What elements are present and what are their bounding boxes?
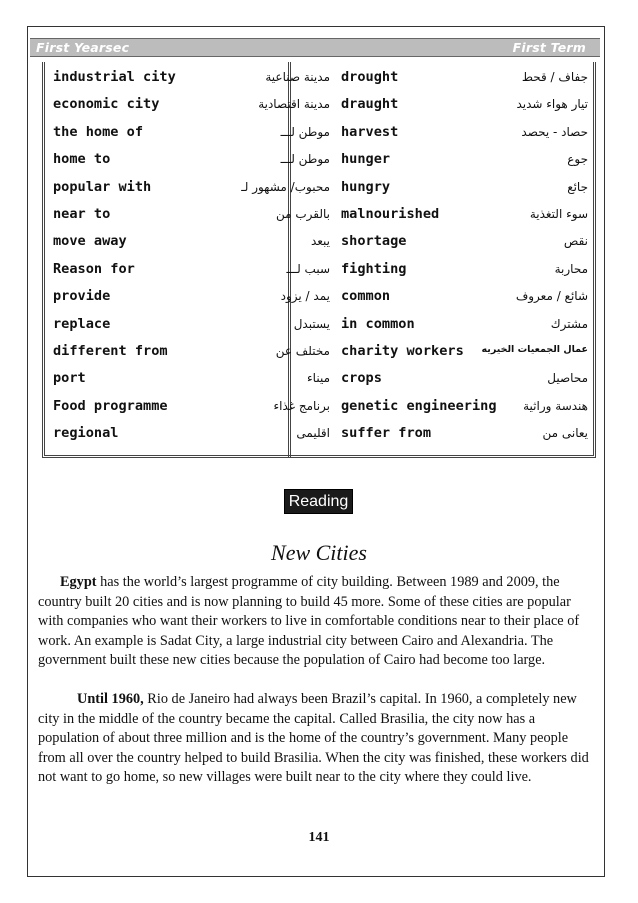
vocab-translation: جائع: [567, 180, 588, 194]
vocab-translation: جفاف / قحط: [521, 70, 588, 84]
vocab-term: genetic engineering: [341, 398, 497, 414]
paragraph-1: [38, 573, 596, 671]
vocab-term: Reason for: [53, 261, 135, 277]
article-title: New Cities: [271, 540, 367, 565]
paragraph-2-text: Rio de Janeiro had always been Brazil’s capital. In 1960, a completely new city in the middle of the country became the capital. Called Brasilia, the city now has a population of about three million and is the home of the country’s government. Many people from all over the country helped to build Brasilia. When the city was finished, these workers did not want to go home, so new villages were built near to the city where they could live.: [38, 691, 589, 786]
vocab-term: near to: [53, 206, 111, 222]
vocab-translation: يبعد: [310, 234, 330, 248]
vocab-translation: نقص: [563, 234, 588, 248]
vocab-term: port: [53, 370, 86, 386]
vocab-term: fighting: [341, 261, 407, 277]
vocab-term: economic city: [53, 96, 160, 112]
header-term: First Term: [512, 40, 586, 55]
vocab-translation: موطن لـــ: [280, 125, 330, 139]
vocab-translation: ميناء: [307, 371, 330, 385]
vocab-term: provide: [53, 288, 111, 304]
vocab-translation: يستبدل: [293, 317, 330, 331]
vocab-translation: مدينة صناعية: [265, 70, 330, 84]
vocab-term: suffer from: [341, 425, 432, 441]
page-number: 141: [308, 830, 330, 845]
vocab-term: Food programme: [53, 398, 168, 414]
vocab-translation: تيار هواء شديد: [516, 97, 588, 111]
vocab-term: in common: [341, 316, 415, 332]
header-year: First Yearsec: [36, 40, 130, 55]
vocab-term: malnourished: [341, 206, 440, 222]
vocab-translation: يمد / يزود: [280, 289, 330, 303]
vocab-translation: بالقرب من: [275, 207, 330, 221]
vocab-term: industrial city: [53, 69, 176, 85]
vocab-term: replace: [53, 316, 111, 332]
vocab-translation: مدينة اقتصادية: [258, 97, 330, 111]
vocab-translation: برنامج غذاء: [273, 399, 330, 413]
vocab-term: move away: [53, 233, 127, 249]
header-bar: [30, 38, 600, 57]
paragraph-1-lead: Egypt: [60, 574, 97, 590]
vocab-term: regional: [53, 425, 119, 441]
vocab-term: home to: [53, 151, 111, 167]
vocab-translation: حصاد - يحصد: [521, 125, 588, 139]
vocab-term: drought: [341, 69, 399, 85]
vocab-translation: عمال الجمعيات الخيريه: [481, 344, 588, 355]
paragraph-1-text: has the world’s largest programme of city building. Between 1989 and 2009, the country built 20 cities and is now planning to build 45 more. Some of these cities are popular with companies who want their workers to live in comfortable conditions near to their place of work. An example is Sadat City, a large industrial city between Cairo and Alexandria. The government built these new cities because the population of Cairo had become too large.: [38, 574, 580, 669]
vocab-translation: اقليمى: [296, 426, 330, 440]
reading-label-text: Reading: [288, 493, 349, 510]
vocab-translation: سبب لـــ: [286, 262, 330, 276]
paragraph-2: [38, 690, 596, 788]
vocab-translation: محاصيل: [547, 371, 588, 385]
vocab-term: shortage: [341, 233, 407, 249]
vocab-term: charity workers: [341, 343, 464, 359]
vocab-term: draught: [341, 96, 399, 112]
vocab-term: different from: [53, 343, 168, 359]
vocab-term: hunger: [341, 151, 391, 167]
vocab-translation: مشترك: [550, 317, 588, 331]
vocab-term: common: [341, 288, 391, 304]
vocab-translation: مختلف عن: [275, 344, 330, 358]
vocab-translation: يعانى من: [542, 426, 588, 440]
vocab-translation: هندسة وراثية: [523, 399, 588, 413]
vocab-translation: محبوب/ مشهور لـ: [241, 180, 330, 194]
vocab-translation: محاربة: [554, 262, 588, 276]
vocab-term: popular with: [53, 179, 152, 195]
vocab-term: crops: [341, 370, 382, 386]
vocab-term: hungry: [341, 179, 391, 195]
vocab-translation: موطن لـــ: [280, 152, 330, 166]
vocab-translation: جوع: [567, 152, 588, 166]
vocab-term: the home of: [53, 124, 144, 140]
vocab-translation: سوء التغذية: [529, 207, 588, 221]
vocab-term: harvest: [341, 124, 399, 140]
reading-section-label: [284, 489, 353, 514]
vocab-translation: شائع / معروف: [515, 289, 588, 303]
paragraph-2-lead: Until 1960,: [77, 691, 144, 707]
